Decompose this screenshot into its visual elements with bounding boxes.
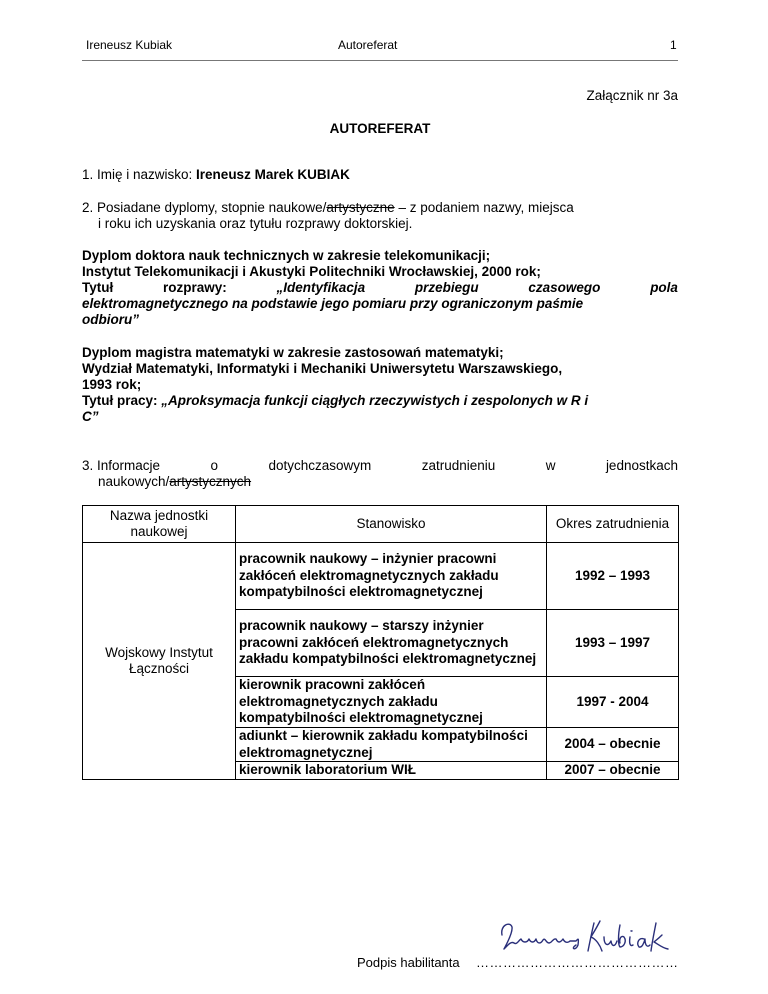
table-header-row (83, 506, 679, 543)
item-2-strike: artystyczne (326, 200, 395, 215)
item-3-line-2 (98, 474, 694, 489)
doctorate-line-4: elektromagnetycznego na podstawie jego pomiaru przy ograniczonym paśmie (82, 296, 584, 311)
doctorate-line-5: odbioru” (82, 312, 139, 327)
item-3-word: w (545, 458, 556, 473)
item-3-word: dotychczasowym (268, 458, 372, 473)
item-3-strike: artystycznych (169, 474, 252, 489)
signature-dots: ……………………………………… (476, 955, 679, 970)
header-position: Stanowisko (236, 506, 547, 543)
position-cell: adiunkt – kierownik zakładu kompatybilności elektromagnetycznej (236, 728, 547, 762)
period-cell: 1992 – 1993 (547, 543, 679, 610)
doctorate-word: Tytuł (82, 280, 114, 295)
doctorate-word: czasowego (528, 280, 601, 295)
masters-line-5: C” (82, 409, 99, 424)
item-3-word: zatrudnieniu (421, 458, 496, 473)
item-2-suffix: – z podaniem nazwy, miejsca (394, 200, 574, 215)
header-rule (82, 60, 678, 61)
item-2-prefix: 2. Posiadane dyplomy, stopnie naukowe/ (82, 200, 327, 215)
header-period: Okres zatrudnienia (547, 506, 679, 543)
position-cell: pracownik naukowy – inżynier pracowni zakłóceń elektromagnetycznych zakładu kompatybilności elektromagnetycznej (236, 543, 547, 610)
item-1-label: 1. Imię i nazwisko: (82, 167, 197, 182)
masters-line-3: 1993 rok; (82, 377, 142, 392)
period-cell: 2004 – obecnie (547, 728, 679, 762)
doctorate-line-1: Dyplom doktora nauk technicznych w zakresie telekomunikacji; (82, 248, 491, 263)
doctorate-word: „Identyfikacja (276, 280, 366, 295)
table-row (83, 543, 679, 610)
item-3-word: jednostkach (605, 458, 678, 473)
item-2-line-2: i roku ich uzyskania oraz tytułu rozprawy doktorskiej. (98, 216, 413, 231)
masters-thesis-title: „Aproksymacja funkcji ciągłych rzeczywistych i zespolonych w R i (161, 393, 589, 408)
item-3-word: 3. Informacje (82, 458, 161, 473)
page-number: 1 (670, 38, 677, 52)
masters-line-4 (82, 393, 678, 408)
position-cell: kierownik laboratorium WIŁ (236, 762, 547, 780)
header-center: Autoreferat (338, 38, 398, 52)
item-3-word: o (210, 458, 219, 473)
attachment-label: Załącznik nr 3a (586, 88, 678, 103)
header-author: Ireneusz Kubiak (86, 38, 173, 52)
doctorate-line-3 (82, 280, 678, 295)
item-3-line-1 (82, 458, 678, 473)
masters-line-1: Dyplom magistra matematyki w zakresie zastosowań matematyki; (82, 345, 504, 360)
period-cell: 1997 - 2004 (547, 677, 679, 728)
doctorate-line-2: Instytut Telekomunikacji i Akustyki Politechniki Wrocławskiej, 2000 rok; (82, 264, 541, 279)
doctorate-word: pola (650, 280, 678, 295)
masters-title-label: Tytuł pracy: (82, 393, 162, 408)
period-cell: 1993 – 1997 (547, 610, 679, 677)
position-cell: pracownik naukowy – starszy inżynier pracowni zakłóceń elektromagnetycznych zakładu kompatybilności elektromagnetycznej (236, 610, 547, 677)
institution-cell: Wojskowy Instytut Łączności (83, 543, 236, 780)
period-cell: 2007 – obecnie (547, 762, 679, 780)
header-institution: Nazwa jednostki naukowej (83, 506, 236, 543)
doctorate-word: przebiegu (414, 280, 479, 295)
position-cell: kierownik pracowni zakłóceń elektromagnetycznych zakładu kompatybilności elektromagnetycznej (236, 677, 547, 728)
page-title: AUTOREFERAT (329, 121, 431, 136)
item-1-name: Ireneusz Marek KUBIAK (196, 167, 350, 182)
item-2-line-1 (82, 200, 678, 215)
item-1 (82, 167, 678, 182)
item-3-prefix: naukowych/ (98, 474, 170, 489)
handwritten-signature (496, 915, 686, 960)
employment-table (82, 505, 679, 780)
masters-line-2: Wydział Matematyki, Informatyki i Mechaniki Uniwersytetu Warszawskiego, (82, 361, 563, 376)
doctorate-word: rozprawy: (163, 280, 227, 295)
signature-label: Podpis habilitanta (357, 955, 460, 970)
